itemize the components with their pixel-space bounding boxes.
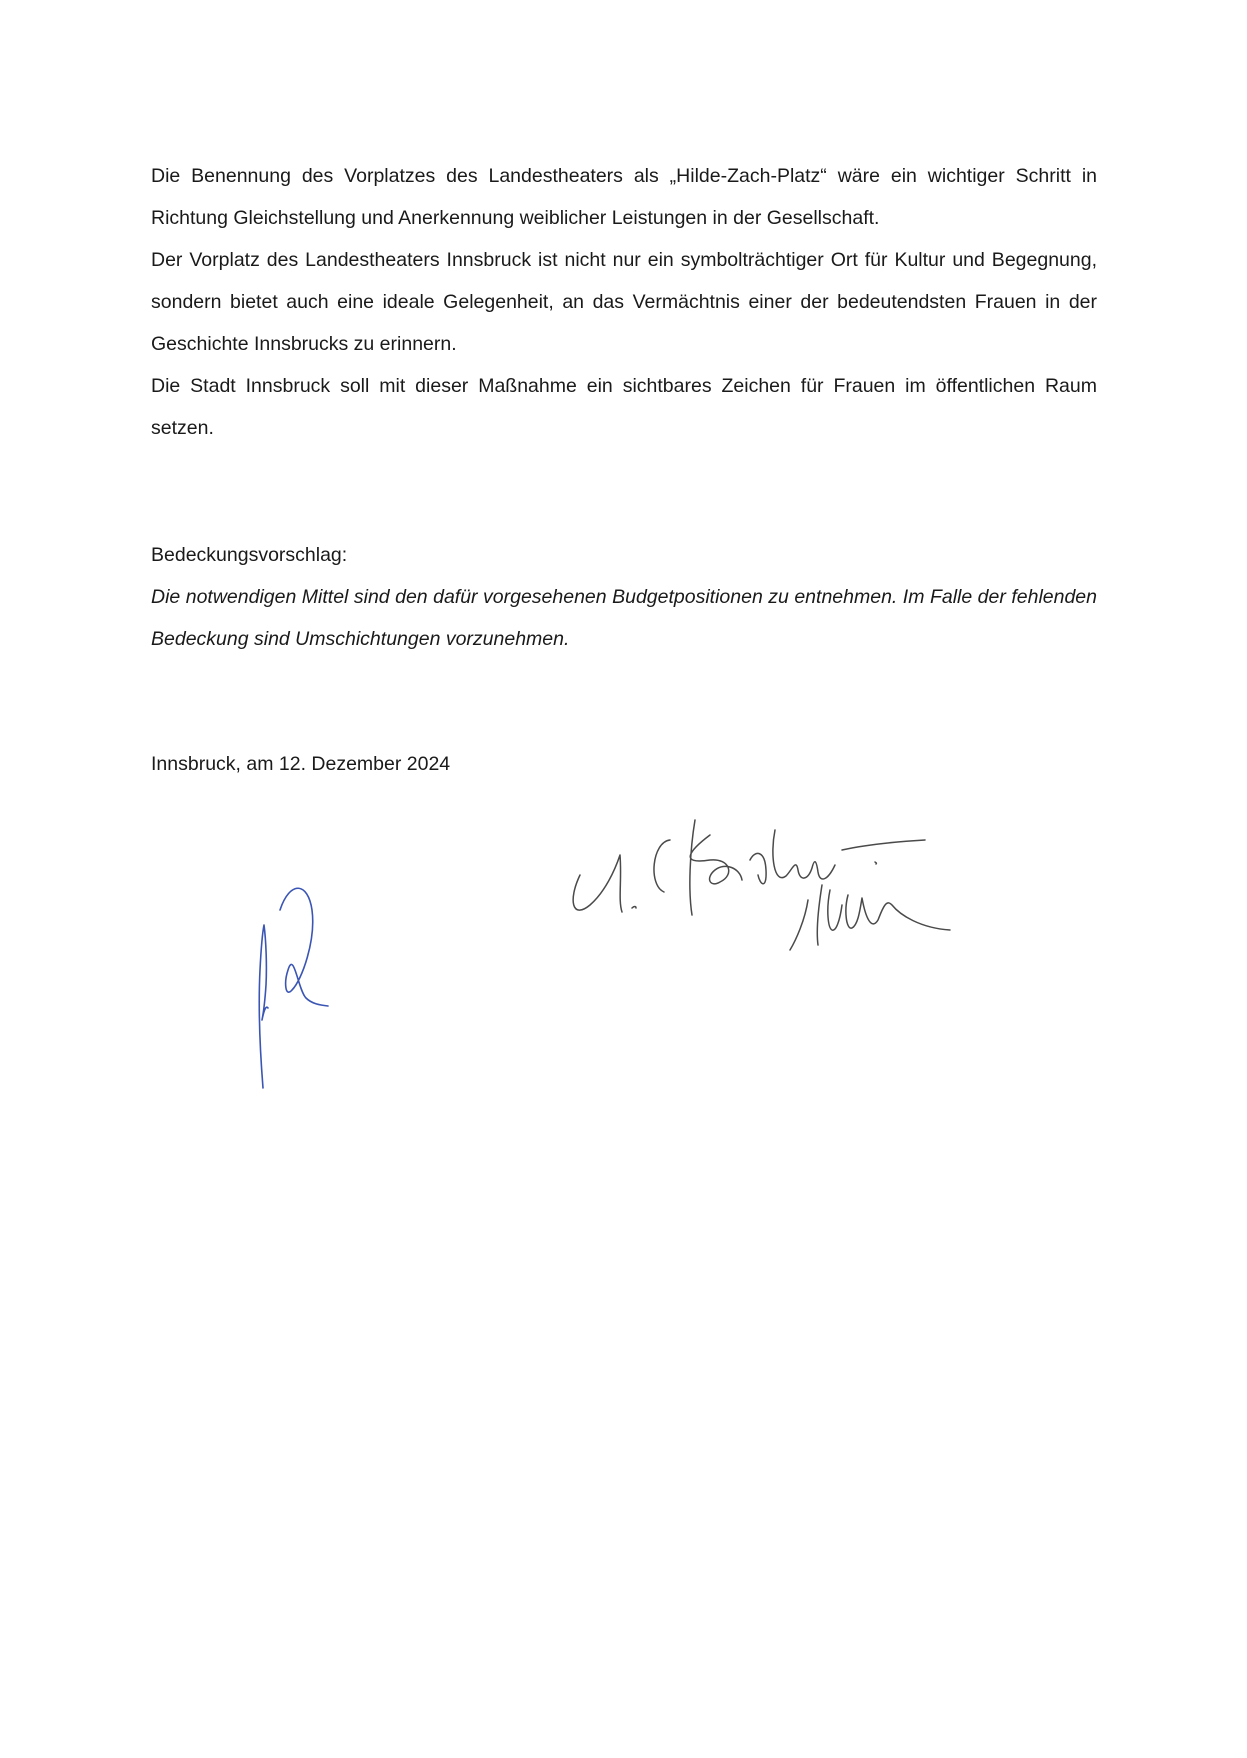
body-text: [151, 155, 1097, 449]
coverage-text: Die notwendigen Mittel sind den dafür vorgesehenen Budgetpositionen zu entnehmen. Im Falle der fehlenden Bedeckung sind Umschichtungen vorzunehmen.: [151, 586, 1097, 650]
signature-left-drawing: [250, 870, 370, 1090]
place-date: Innsbruck, am 12. Dezember 2024: [151, 753, 451, 775]
paragraph-city-sign: Die Stadt Innsbruck soll mit dieser Maßnahme ein sichtbares Zeichen für Frauen im öffentlichen Raum setzen.: [151, 375, 1097, 439]
coverage-heading: Bedeckungsvorschlag:: [151, 544, 348, 566]
signature-right-drawing: [560, 780, 1100, 960]
coverage-section: [151, 534, 1097, 660]
paragraph-naming-proposal: Die Benennung des Vorplatzes des Landestheaters als „Hilde-Zach-Platz“ wäre ein wichtiger Schritt in Richtung Gleichstellung und Anerkennung weiblicher Leistungen in der Gesellschaft.: [151, 165, 1097, 229]
signature-left: [250, 870, 370, 1090]
paragraph-forecourt: Der Vorplatz des Landestheaters Innsbruck ist nicht nur ein symbolträchtiger Ort für Kultur und Begegnung, sondern bietet auch eine ideale Gelegenheit, an das Vermächtnis einer der bedeutendsten Frauen in der Geschichte Innsbrucks zu erinnern.: [151, 249, 1097, 355]
signature-right: [560, 780, 1100, 960]
